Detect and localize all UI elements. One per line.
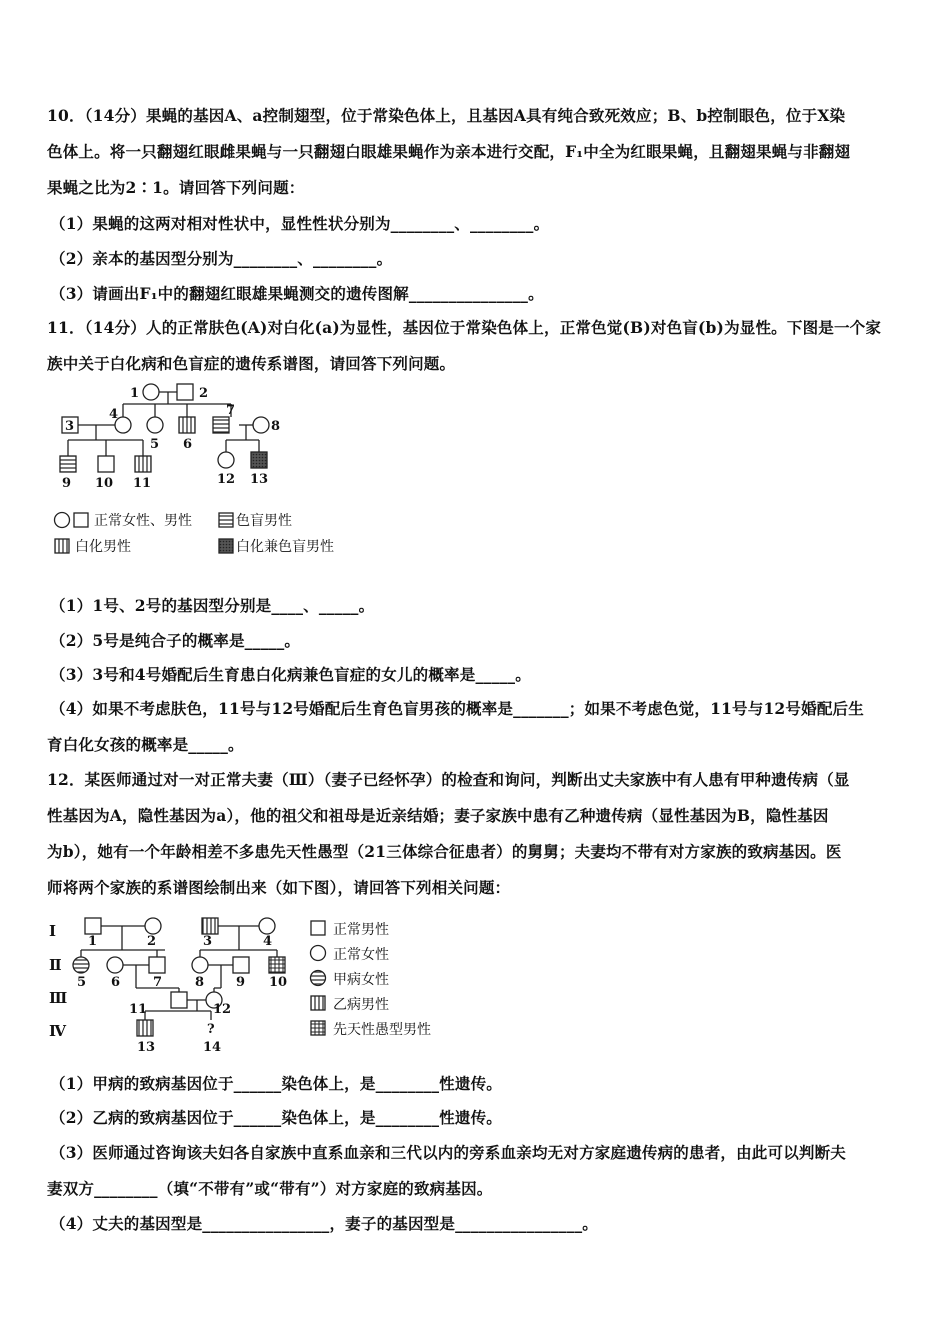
q12-pedigree [45,906,455,1058]
q12-individual-11 [171,992,187,1008]
legend-normal-female-icon [55,513,70,528]
q12-sub4: （4）丈夫的基因型是________________，妻子的基因型是________________。 [50,1214,598,1233]
pedigree-individual-2 [177,384,193,400]
q12-label-5: 5 [77,975,87,990]
label-13: 13 [250,472,269,487]
legend-text-normal-male: 正常男性 [333,922,389,938]
q12-individual-8 [192,957,208,973]
q10-sub2: （2）亲本的基因型分别为________、________。 [50,249,393,268]
q12-line3: 为b），她有一个年龄相差不多患先天性愚型（21三体综合征患者）的舅舅；夫妻均不带有对方家族的致病基因。医 [47,842,842,861]
pedigree-individual-8 [253,417,269,433]
legend-text-normal: 正常女性、男性 [94,513,192,529]
q12-label-8: 8 [195,975,205,990]
pedigree-individual-6 [179,417,195,433]
legend-albino-male-icon [55,539,69,553]
q12-label-12: 12 [213,1002,232,1017]
q11-sub2: （2）5号是纯合子的概率是_____。 [50,631,301,650]
q10-line2: 色体上。将一只翻翅红眼雌果蝇与一只翻翅白眼雄果蝇作为亲本进行交配，F₁中全为红眼果蝇，且翻翅果蝇与非翻翅 [47,142,851,161]
q12-label-14: 14 [203,1040,222,1055]
label-6: 6 [183,437,193,452]
legend-disease-a-female-icon [311,971,326,986]
pedigree-individual-10 [98,456,114,472]
q12-individual-6 [107,957,123,973]
q12-individual-10 [269,957,285,973]
q11-sub3: （3）3号和4号婚配后生育患白化病兼色盲症的女儿的概率是_____。 [50,665,531,684]
q12-label-2: 2 [147,934,157,949]
q12-individual-1 [85,918,101,934]
legend-text-disease-b-male: 乙病男性 [333,997,389,1013]
legend-albino-colorblind-male-icon [219,539,233,553]
legend-normal-female-icon [311,946,326,961]
pedigree-individual-5 [147,417,163,433]
q11-line2: 族中关于白化病和色盲症的遗传系谱图，请回答下列问题。 [47,354,456,373]
q12-individual-2 [145,918,161,934]
label-12: 12 [217,472,236,487]
label-8: 8 [271,419,281,434]
generation-II: Ⅱ [49,956,62,974]
q12-sub1: （1）甲病的致病基因位于______染色体上，是________性遗传。 [50,1074,502,1093]
generation-IV: Ⅳ [49,1022,67,1040]
pedigree-individual-11 [135,456,151,472]
q11-pedigree [45,378,365,568]
q12-individual-13 [137,1020,153,1036]
legend-text-albino-colorblind: 白化兼色盲男性 [236,539,334,555]
pedigree-individual-9 [60,456,76,472]
q12-line4: 师将两个家族的系谱图绘制出来（如下图），请回答下列相关问题： [47,878,511,897]
legend-text-disease-a-female: 甲病女性 [333,972,389,988]
q10-sub1: （1）果蝇的这两对相对性状中，显性性状分别为________、________。 [50,214,550,233]
q12-sub2: （2）乙病的致病基因位于______染色体上，是________性遗传。 [50,1108,502,1127]
q12-label-9: 9 [236,975,246,990]
q10-sub3: （3）请画出F₁中的翻翅红眼雄果蝇测交的遗传图解_______________。 [50,284,544,303]
q12-individual-9 [233,957,249,973]
q12-line1: 12．某医师通过对一对正常夫妻（Ⅲ）（妻子已经怀孕）的检查和询问，判断出丈夫家族中有人患有甲种遗传病（显 [47,770,850,789]
legend-normal-male-icon [311,921,325,935]
q12-label-11: 11 [129,1002,148,1017]
q12-sub3b: 妻双方________（填“不带有”或“带有”）对方家庭的致病基因。 [47,1179,493,1198]
q12-individual-7 [149,957,165,973]
label-5: 5 [150,437,160,452]
label-3: 3 [65,419,75,434]
pedigree-individual-7 [213,417,229,433]
legend-normal-male-icon [74,513,88,527]
label-2: 2 [199,386,209,401]
label-10: 10 [95,476,114,491]
q12-line2: 性基因为A，隐性基因为a），他的祖父和祖母是近亲结婚；妻子家族中患有乙种遗传病（显性基因为B，隐性基因 [47,806,829,825]
legend-down-syndrome-male-icon [311,1021,325,1035]
pedigree-individual-13 [251,452,267,468]
legend-disease-b-male-icon [311,996,325,1010]
legend-text-albino: 白化男性 [75,539,131,555]
q12-sub3a: （3）医师通过咨询该夫妇各自家族中直系血亲和三代以内的旁系血亲均无对方家庭遗传病的患者，由此可以判断夫 [50,1143,846,1162]
q11-line1: 11．（14分）人的正常肤色(A)对白化(a)为显性，基因位于常染色体上，正常色觉(B)对色盲(b)为显性。下图是一个家 [47,318,882,337]
q12-label-13: 13 [137,1040,156,1055]
q11-sub1: （1）1号、2号的基因型分别是____、_____。 [50,596,375,615]
q11-sub4b: 育白化女孩的概率是_____。 [47,735,244,754]
legend-text-normal-female: 正常女性 [333,947,389,963]
label-1: 1 [130,386,140,401]
generation-III: Ⅲ [49,989,68,1007]
label-9: 9 [62,476,72,491]
generation-I: Ⅰ [49,922,57,940]
q12-label-10: 10 [269,975,288,990]
q12-label-7: 7 [153,975,163,990]
pedigree-individual-12 [218,452,234,468]
q12-label-4: 4 [263,934,273,949]
q12-individual-5 [73,957,89,973]
pedigree-individual-1 [143,384,159,400]
legend-text-colorblind: 色盲男性 [236,513,292,529]
q11-sub4a: （4）如果不考虑肤色，11号与12号婚配后生育色盲男孩的概率是_______；如果不考虑色觉，11号与12号婚配后生 [50,699,864,718]
q12-label-3: 3 [203,934,213,949]
label-4: 4 [109,407,119,422]
q10-line1: 10．（14分）果蝇的基因A、a控制翅型，位于常染色体上，且基因A具有纯合致死效应；B、b控制眼色，位于X染 [47,106,846,125]
q12-label-1: 1 [88,934,98,949]
q12-individual-3 [202,918,218,934]
legend-colorblind-male-icon [219,513,233,527]
q12-label-6: 6 [111,975,121,990]
label-7: 7 [226,403,236,418]
legend-text-down-syndrome-male: 先天性愚型男性 [333,1022,431,1038]
q12-individual-4 [259,918,275,934]
q12-unknown-14: ? [207,1022,215,1037]
q10-line3: 果蝇之比为2∶1。请回答下列问题： [47,178,305,197]
label-11: 11 [133,476,152,491]
